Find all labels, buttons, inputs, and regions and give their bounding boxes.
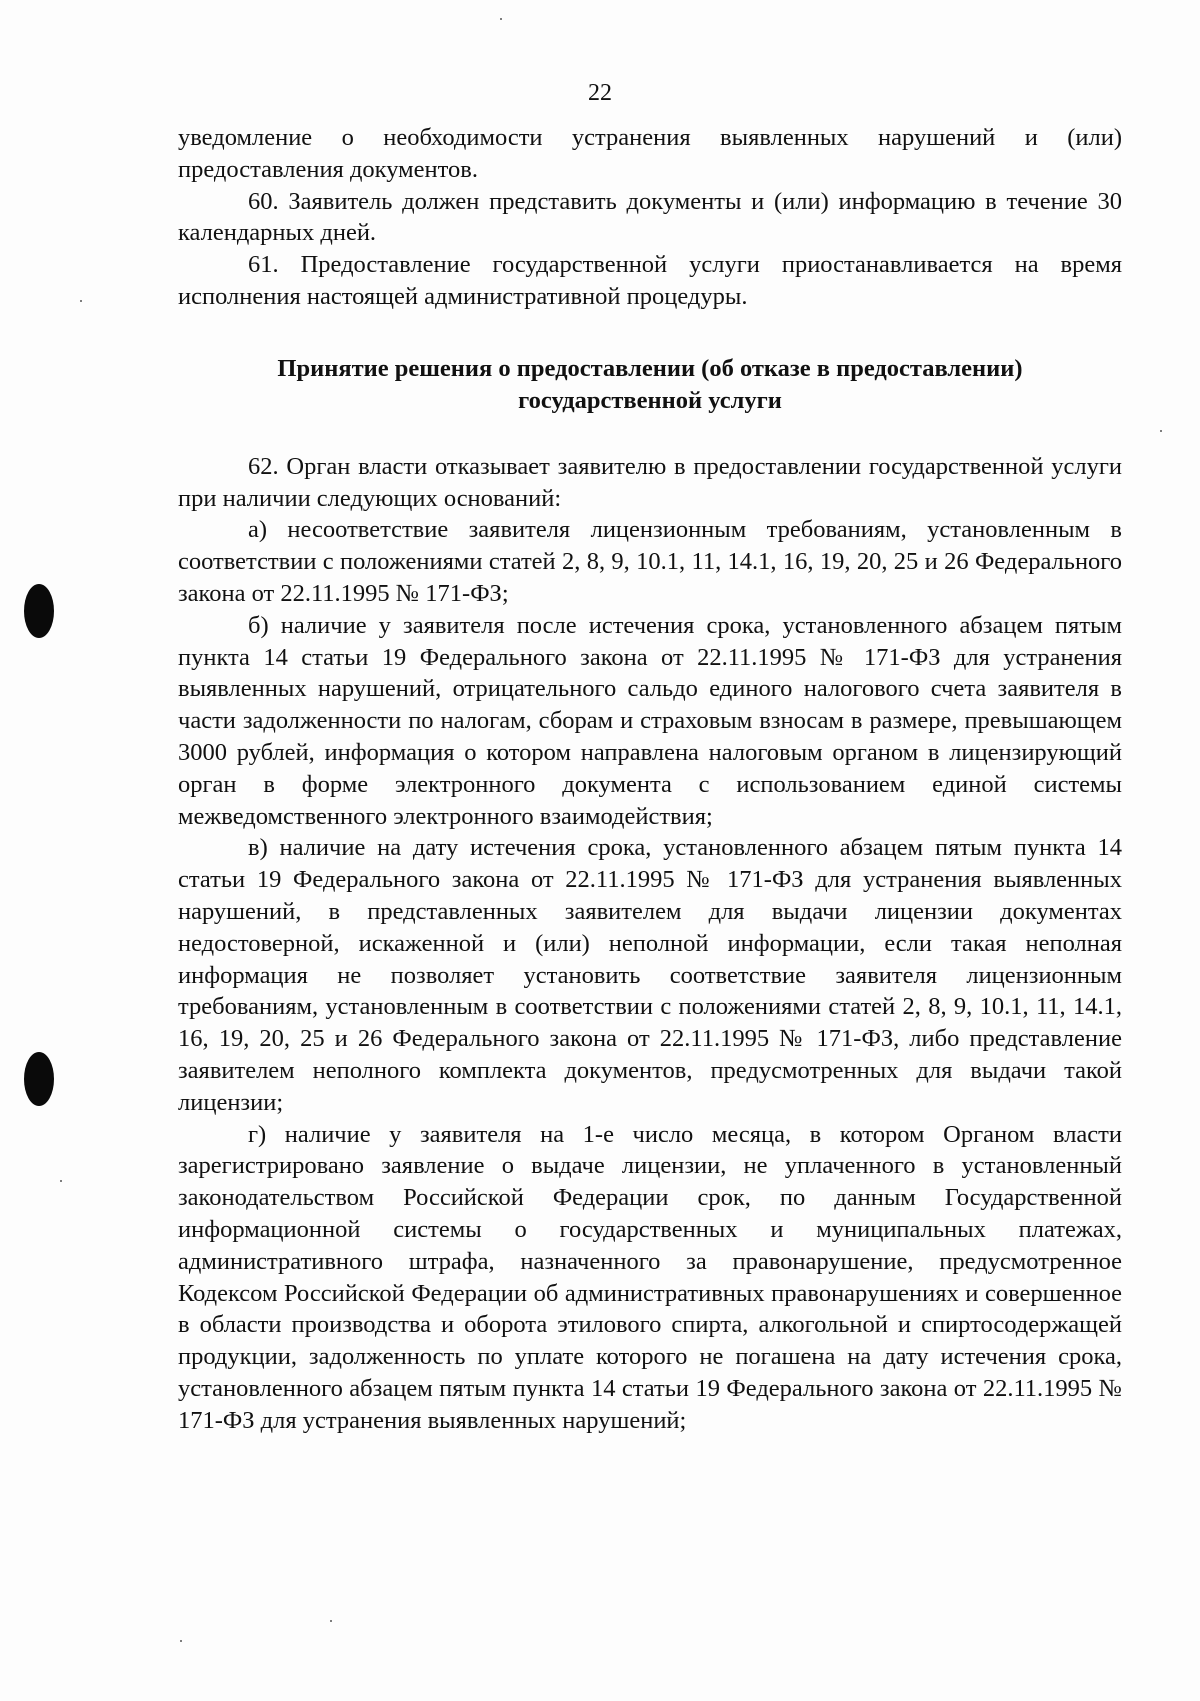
section-heading-line-1: Принятие решения о предоставлении (об отказе в предоставлении) [277,354,1023,382]
paragraph-62-a: а) несоответствие заявителя лицензионным требованиям, установленным в соответствии с положениями статей 2, 8, 9, 10.1, 11, 14.1, 16, 19, 20, 25 и 26 Федерального закона от 22.11.1995 № 171-ФЗ; [178,516,1122,607]
document-body [178,122,1122,1436]
hole-punch-mark [24,1052,54,1106]
page-number: 22 [588,80,612,106]
scan-speck [1160,430,1162,432]
scan-speck [80,300,82,302]
section-heading [178,353,1122,417]
paragraph-60: 60. Заявитель должен представить документы и (или) информацию в течение 30 календарных дней. [178,187,1122,247]
paragraph-continuation: уведомление о необходимости устранения выявленных нарушений и (или) предоставления документов. [178,124,1122,183]
paragraph-62: 62. Орган власти отказывает заявителю в предоставлении государственной услуги при наличии следующих оснований: [178,452,1122,512]
paragraph-61: 61. Предоставление государственной услуги приостанавливается на время исполнения настоящей административной процедуры. [178,251,1122,310]
hole-punch-mark [24,584,54,638]
paragraph-62-g: г) наличие у заявителя на 1-е число месяца, в котором Органом власти зарегистрировано заявление о выдаче лицензии, не уплаченного в установленный законодательством Российской Федерации срок, по данным Государственной информационной системы о государственных и муниципальных платежах, административного штрафа, назначенного за правонарушение, предусмотренное Кодексом Российской Федерации об административных правонарушениях и совершенное в области производства и оборота этилового спирта, алкогольной и спиртосодержащей продукции, задолженность по уплате которого не погашена на дату истечения срока, установленного абзацем пятым пункта 14 статьи 19 Федерального закона от 22.11.1995 № 171-ФЗ для устранения выявленных нарушений; [178,1120,1122,1434]
scan-speck [180,1640,182,1642]
paragraph-62-v: в) наличие на дату истечения срока, установленного абзацем пятым пункта 14 статьи 19 Федерального закона от 22.11.1995 № 171-ФЗ для устранения выявленных нарушений, в представленных заявителем для выдачи лицензии документах недостоверной, искаженной и (или) неполной информации, если такая неполная информация не позволяет установить соответствие заявителя лицензионным требованиям, установленным в соответствии с положениями статей 2, 8, 9, 10.1, 11, 14.1, 16, 19, 20, 25 и 26 Федерального закона от 22.11.1995 № 171-ФЗ, либо представление заявителем неполного комплекта документов, предусмотренных для выдачи такой лицензии; [178,834,1122,1116]
scan-speck [330,1620,332,1622]
scan-speck [60,1180,62,1182]
scan-speck [500,18,502,20]
section-heading-line-2: государственной услуги [518,386,782,414]
paragraph-62-b: б) наличие у заявителя после истечения срока, установленного абзацем пятым пункта 14 статьи 19 Федерального закона от 22.11.1995 № 171-ФЗ для устранения выявленных нарушений, отрицательного сальдо единого налогового счета заявителя в части задолженности по налогам, сборам и страховым взносам в размере, превышающем 3000 рублей, информация о котором направлена налоговым органом в лицензирующий орган в форме электронного документа с использованием единой системы межведомственного электронного взаимодействия; [178,611,1122,830]
